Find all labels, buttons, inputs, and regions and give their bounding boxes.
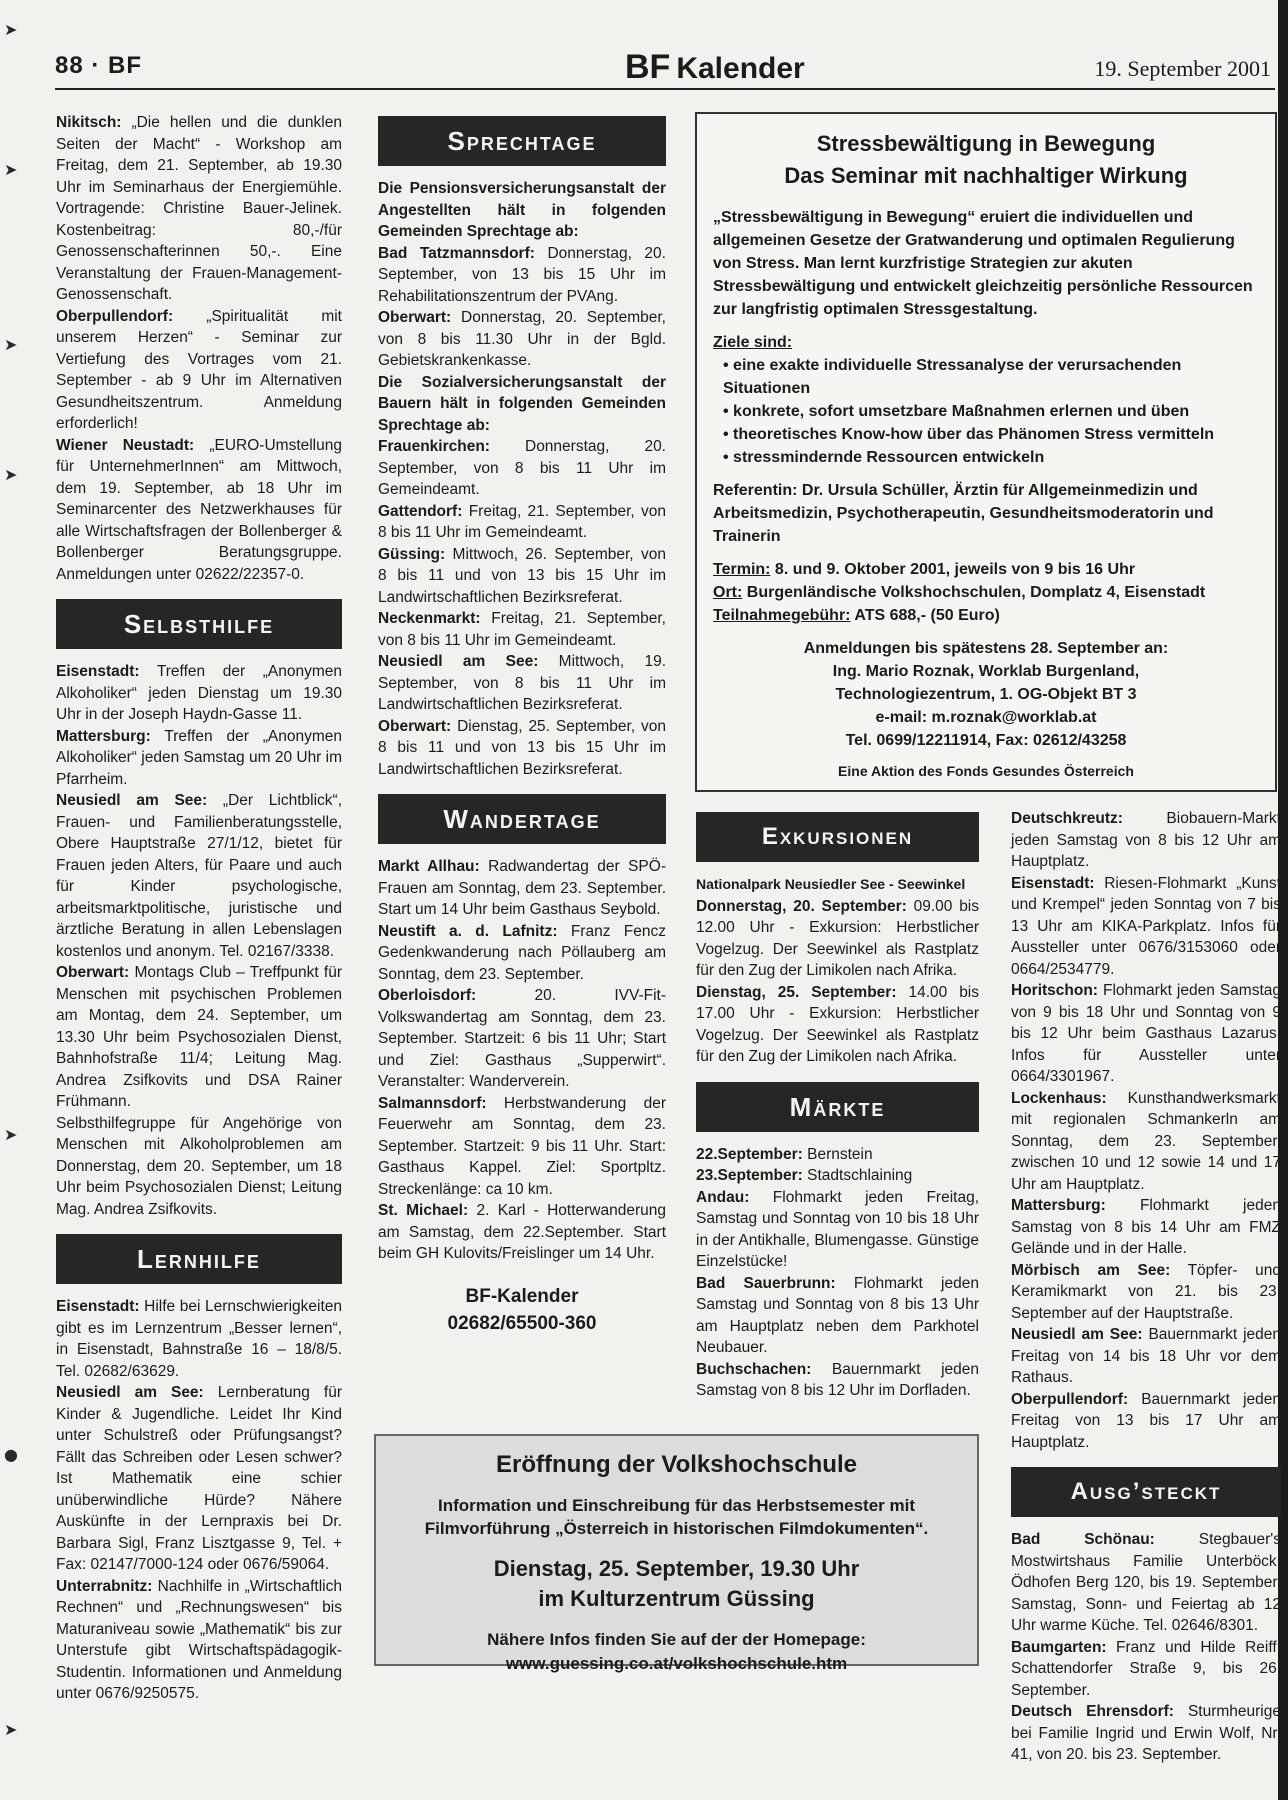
list-item: Baumgarten: Franz und Hilde Reiff, Schattendorfer Straße 9, bis 26. September. [1011, 1638, 1281, 1699]
list-item: Neusiedl am See: Lernberatung für Kinder & Jugendliche. Leidet Ihr Kind unter Schulstreß oder Prüfungsangst? Fällt das Schreiben oder Lesen schwer? Ist Mathematik eine schier unüberwindliche Hürde? Nähere Auskünfte in der Lernpraxis bei Dr. Barbara Sigl, Franz Lisztgasse 9, Tel. + Fax: 02147/7000-124 oder 0676/59064. [56, 1384, 342, 1573]
section-heading-maerkte: Märkte [696, 1082, 979, 1132]
list-item: Lockenhaus: Kunsthandwerksmarkt mit regionalen Schmankerln am Sonntag, dem 23. September, zwischen 10 und 12 sowie 14 und 17 Uhr am Hauptplatz. [1011, 1089, 1281, 1193]
list-item: • konkrete, sofort umsetzbare Maßnahmen erlernen und üben [723, 400, 1259, 423]
anmeldung-block: Anmeldungen bis spätestens 28. September an: Ing. Mario Roznak, Worklab Burgenland, Technologiezentrum, 1. OG-Objekt BT 3 e-mail: m.roznak@worklab.at Tel. 0699/12211914, Fax: 02612/43258 Eine Aktion des Fonds Gesundes Österreich [713, 637, 1259, 783]
more-info: Nähere Infos finden Sie auf der der Homepage: www.guessing.co.at/volkshochschule.htm [386, 1628, 967, 1676]
list-item: Bad Sauerbrunn: Flohmarkt jeden Samstag und Sonntag von 8 bis 13 Uhr am Hauptplatz neben dem Parkhotel Neubauer. [696, 1274, 979, 1356]
list-item: Oberwart: Donnerstag, 20. September, von 8 bis 11.30 Uhr in der Bgld. Gebietskrankenkasse. [378, 309, 666, 369]
list-item: Neusiedl am See: „Der Lichtblick“, Frauen- und Familienberatungsstelle, Obere Hauptstraße 27/1/12, bietet für Frauen jeden Alters, für Paare und auch für Kinder psychologische, arbeitsmarktpolitische, juristische und ärztliche Beratung in allen Lebenslagen kostenlos und anonym. Tel. 02167/3338. [56, 792, 343, 960]
column-1 [56, 112, 342, 1705]
section-heading-sprechtage: Sprechtage [378, 116, 666, 166]
list-item: Eisenstadt: Hilfe bei Lernschwierigkeiten gibt es im Lernzentrum „Besser lernen“, in Eisenstadt, Bahnstraße 16 – 18/8/5. Tel. 02682/63629. [56, 1298, 342, 1380]
list-item: Gattendorf: Freitag, 21. September, von 8 bis 11 Uhr im Gemeindeamt. [378, 502, 666, 541]
list-item: Oberwart: Dienstag, 25. September, von 8 bis 11 und von 13 bis 15 Uhr im Landwirtschaftlichen Bezirksreferat. [378, 717, 666, 778]
list-item: Andau: Flohmarkt jeden Freitag, Samstag und Sonntag von 10 bis 18 Uhr in der Antikhalle, Blumengasse. Günstige Einzelstücke! [696, 1188, 979, 1270]
binding-mark-icon: ➤ [4, 1125, 18, 1144]
list-item: Deutschkreutz: Biobauern-Markt jeden Samstag von 8 bis 12 Uhr am Hauptplatz. [1011, 810, 1281, 870]
list-item: Neusiedl am See: Bauernmarkt jeden Freitag von 14 bis 18 Uhr vor dem Rathaus. [1011, 1326, 1281, 1386]
gebuehr: Teilnahmegebühr: ATS 688,- (50 Euro) [713, 607, 1000, 624]
box-title: Stressbewältigung in Bewegung [816, 131, 1156, 156]
section-heading-ausgsteckt: Ausg’steckt [1011, 1467, 1281, 1517]
box-subtitle: Das Seminar mit nachhaltiger Wirkung [784, 163, 1188, 188]
homepage-link[interactable]: www.guessing.co.at/volkshochschule.htm [505, 1654, 848, 1673]
list-item: Donnerstag, 20. September: 09.00 bis 12.00 Uhr - Exkursion: Herbstlicher Vogelzug. Der Seewinkel als Rastplatz für den Zug der Limikolen nach Afrika. [696, 897, 980, 979]
section-heading-selbsthilfe: Selbsthilfe [56, 599, 342, 649]
list-item: • theoretisches Know-how über das Phänomen Stress vermitteln [723, 423, 1259, 446]
section-heading-wandertage: Wandertage [378, 794, 666, 844]
list-item: Mörbisch am See: Töpfer- und Keramikmarkt von 21. bis 23. September auf der Hauptstraße. [1011, 1261, 1281, 1322]
list-item: Bad Schönau: Stegbauer's Mostwirtshaus Familie Unterböck, Ödhofen Berg 120, bis 19. September. Samstag, Sonn- und Feiertag ab 12 Uhr warme Küche. Tel. 02646/8301. [1011, 1531, 1281, 1634]
binding-mark-icon: ➤ [4, 465, 18, 484]
list-item: Eisenstadt: Riesen-Flohmarkt „Kunst und Krempel“ jeden Sonntag von 7 bis 13 Uhr am KIKA-Parkplatz. Infos für Aussteller unter 0676/3153060 oder 0664/2534779. [1011, 874, 1281, 978]
bf-kalender-contact: BF-Kalender 02682/65500-360 [447, 1285, 597, 1334]
event-date: Dienstag, 25. September, 19.30 Uhr im Kulturzentrum Güssing [493, 1556, 860, 1611]
list-item: Unterrabnitz: Nachhilfe in „Wirtschaftlich Rechnen“ und „Rechnungswesen“ bis Maturaniveau sowie „Mathematik“ bis zur Unterstufe gibt Wirtschaftspädagogik-Studentin. Informationen und Anmeldung unter 0676/9250575. [56, 1577, 342, 1702]
list-item: Oberpullendorf: „Spiritualität mit unserem Herzen“ - Seminar zur Vertiefung des Vortrages vom 21. September - ab 9 Uhr im Alternativen Gesundheitszentrum. Anmeldung erforderlich! [56, 307, 342, 432]
list-item: Mattersburg: Treffen der „Anonymen Alkoholiker“ jeden Samstag um 20 Uhr im Pfarrheim. [56, 727, 343, 788]
intro-text: Die Pensionsversicherungsanstalt der Angestellten hält in folgenden Gemeinden Sprechtage ab: [378, 180, 666, 240]
section-heading-exkursionen: Exkursionen [696, 812, 979, 862]
nationalpark-title: Nationalpark Neusiedler See - Seewinkel [696, 876, 966, 892]
list-item: Frauenkirchen: Donnerstag, 20. September, von 8 bis 11 Uhr im Gemeindeamt. [378, 438, 666, 498]
list-item: Horitschon: Flohmarkt jeden Samstag von 9 bis 18 Uhr und Sonntag von 9 bis 12 Uhr beim Gasthaus Lazarus. Infos für Aussteller unter 0664/3301967. [1011, 982, 1281, 1085]
list-item: 23.September: Stadtschlaining [696, 1167, 913, 1184]
issue-date: 19. September 2001 [1094, 56, 1271, 81]
email-link[interactable]: e-mail: m.roznak@worklab.at [875, 709, 1097, 726]
binding-mark-icon: ● [4, 1445, 18, 1464]
binding-mark-icon: ➤ [4, 335, 18, 354]
list-item: • stressmindernde Ressourcen entwickeln [723, 446, 1259, 469]
stress-seminar-box [695, 112, 1277, 792]
list-item: Neustift a. d. Lafnitz: Franz Fencz Gedenkwanderung nach Pöllauberg am Sonntag, dem 23. September. [378, 922, 666, 983]
list-item: Selbsthilfegruppe für Angehörige von Menschen mit Alkoholproblemen am Donnerstag, dem 20. September, um 18 Uhr beim Psychosozialen Dienst; Leitung Mag. Andrea Zsifkovits. [56, 1114, 342, 1218]
list-item: • eine exakte individuelle Stressanalyse der verursachenden Situationen [723, 354, 1259, 400]
section-heading-lernhilfe: Lernhilfe [56, 1234, 342, 1284]
termin: Termin: 8. und 9. Oktober 2001, jeweils von 9 bis 16 Uhr [713, 561, 1136, 578]
binding-mark-icon: ➤ [4, 20, 18, 39]
list-item: Oberwart: Montags Club – Treffpunkt für Menschen mit psychischen Problemen am Montag, dem 24. September, um 13.30 Uhr beim Psychosozialen Dienst, Bahnhofstraße 11/4; Leitung Mag. Andrea Zsifkovits und DSA Rainer Frühmann. [56, 964, 342, 1110]
list-item: Neckenmarkt: Freitag, 21. September, von 8 bis 11 Uhr im Gemeindeamt. [378, 610, 666, 649]
ort: Ort: Burgenländische Volkshochschulen, Domplatz 4, Eisenstadt [713, 584, 1206, 601]
list-item: Dienstag, 25. September: 14.00 bis 17.00 Uhr - Exkursion: Herbstlicher Vogelzug. Der Seewinkel als Rastplatz für den Zug der Limikolen nach Afrika. [696, 983, 980, 1065]
list-item: Eisenstadt: Treffen der „Anonymen Alkoholiker“ jeden Dienstag um 19.30 Uhr in der Joseph Haydn-Gasse 11. [56, 663, 342, 723]
list-item: Neusiedl am See: Mittwoch, 19. September, von 8 bis 11 Uhr im Landwirtschaftlichen Bezirksreferat. [378, 653, 667, 713]
list-item: Wiener Neustadt: „EURO-Umstellung für UnternehmerInnen“ am Mittwoch, dem 19. September, ab 18 Uhr im Seminarcenter des Netzwerkhauses für alle Wirtschaftsfragen der Bollenberger & Bollenberger Beratungsgruppe. Anmeldungen unter 02622/22357-0. [56, 436, 342, 583]
list-item: Bad Tatzmannsdorf: Donnerstag, 20. September, von 13 bis 15 Uhr im Rehabilitationszentrum der PVAng. [378, 244, 666, 305]
ziele-list [713, 354, 1259, 469]
column-3 [696, 808, 979, 1402]
list-item: Oberloisdorf: 20. IVV-Fit-Volkswandertag am Sonntag, dem 23. September. Startzeit: 6 bis 11 Uhr; Start und Ziel: Gasthaus „Supperwirt“. Veranstalter: Wanderverein. [378, 987, 666, 1090]
list-item: Buchschachen: Bauernmarkt jeden Samstag von 8 bis 12 Uhr im Dorfladen. [696, 1360, 979, 1399]
box-title: Eröffnung der Volkshochschule [496, 1451, 857, 1478]
list-item: Güssing: Mittwoch, 26. September, von 8 bis 11 und von 13 bis 15 Uhr im Landwirtschaftlichen Bezirksreferat. [378, 545, 666, 606]
list-item: Oberpullendorf: Bauernmarkt jeden Freitag von 13 bis 17 Uhr am Hauptplatz. [1011, 1390, 1281, 1451]
list-item: Mattersburg: Flohmarkt jeden Samstag von 8 bis 14 Uhr am FMZ Gelände und in der Halle. [1011, 1197, 1281, 1257]
list-item: Nikitsch: „Die hellen und die dunklen Seiten der Macht“ - Workshop am Freitag, dem 21. September, ab 19.30 Uhr im Seminarhaus der Energiemühle. Vortragende: Christine Bauer-Jelinek. Kostenbeitrag: 80,-/für Genossenschafterinnen 50,-. Eine Veranstaltung der Frauen-Management-Genossenschaft. [56, 114, 342, 303]
binding-mark-icon: ➤ [4, 160, 18, 179]
list-item: Deutsch Ehrensdorf: Sturmheurige bei Familie Ingrid und Erwin Wolf, Nr. 41, von 20. bis 23. September. [1011, 1703, 1281, 1763]
list-item: Salmannsdorf: Herbstwanderung der Feuerwehr am Sonntag, dem 23. September. Startzeit: 9 bis 11 Uhr. Start: Gasthaus Kappel. Ziel: Sportpltz. Streckenlänge: ca 10 km. [378, 1094, 666, 1198]
page-number: 88 · BF [55, 52, 143, 79]
list-item: 22.September: Bernstein [696, 1145, 873, 1163]
intro-text: Die Sozialversicherungsanstalt der Bauern hält in folgenden Gemeinden Sprechtage ab: [378, 373, 666, 434]
ziele-label: Ziele sind: [713, 334, 793, 351]
section-title: BF Kalender [625, 48, 805, 86]
column-4 [1011, 808, 1281, 1766]
column-2 [378, 112, 666, 1337]
box-intro: „Stressbewältigung in Bewegung“ eruiert die individuellen und allgemeinen Gesetze der Gratwanderung und optimalen Regulierung von Stress. Man lernt kurzfristige Strategien zur akuten Stressbewältigung und entwickelt gleichzeitig persönliche Ressourcen zur langfristig optimalen Stressgestaltung. [713, 209, 1253, 318]
binding-mark-icon: ➤ [4, 1720, 18, 1739]
box-info: Information und Einschreibung für das Herbstsemester mit Filmvorführung „Österreich in historischen Filmdokumenten“. [424, 1496, 929, 1538]
list-item: St. Michael: 2. Karl - Hotterwanderung am Samstag, dem 22.September. Start beim GH Kulovits/Freislinger um 14 Uhr. [378, 1202, 666, 1262]
list-item: Markt Allhau: Radwandertag der SPÖ-Frauen am Sonntag, dem 23. September. Start um 14 Uhr beim Gasthaus Seybold. [378, 858, 666, 918]
referentin: Referentin: Dr. Ursula Schüller, Ärztin für Allgemeinmedizin und Arbeitsmedizin, Psychotherapeutin, Gesundheitsmoderatorin und Trainerin [713, 482, 1214, 545]
page-header [55, 48, 1275, 90]
volkshochschule-box [374, 1434, 979, 1673]
